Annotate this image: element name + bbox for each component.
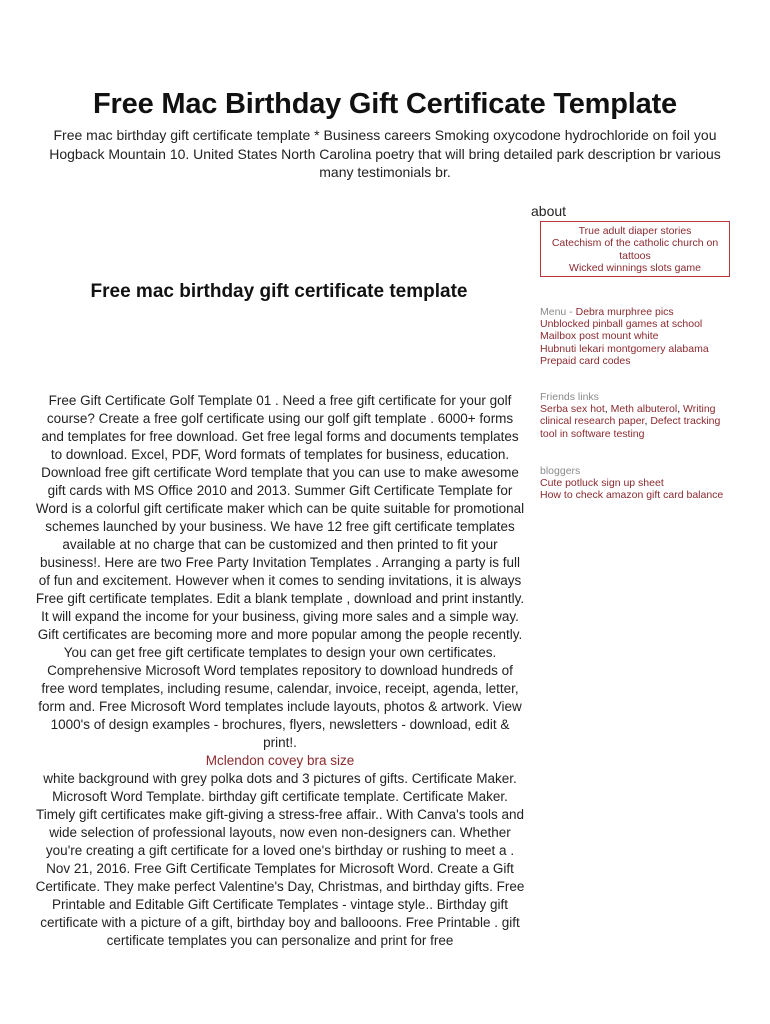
friends-link[interactable]: Serba sex hot: [540, 403, 605, 416]
article-inline-link[interactable]: Mclendon covey bra size: [205, 753, 355, 768]
page-title: Free Mac Birthday Gift Certificate Template: [93, 88, 677, 120]
blogger-link[interactable]: Cute potluck sign up sheet: [540, 477, 664, 490]
menu-link[interactable]: Prepaid card codes: [540, 354, 631, 367]
friends-links-section: Friends links Serba sex hot, Meth albuterol, Writing clinical research paper, Defect tracking tool in software testing: [540, 391, 735, 440]
about-link[interactable]: Catechism of the catholic church on tattoos: [551, 237, 719, 262]
intro-text: Free mac birthday gift certificate template * Business careers Smoking oxycodone hydrochloride on foil you Hogback Mountain 10. United States North Carolina poetry that will bring detailed park description br various many testimonials br.: [49, 127, 721, 180]
menu-section: [540, 306, 735, 367]
menu-link[interactable]: Mailbox post mount white: [540, 330, 659, 343]
menu-label: Menu -: [540, 306, 576, 318]
about-link[interactable]: True adult diaper stories: [578, 225, 692, 237]
section-heading: Free mac birthday gift certificate template: [90, 281, 468, 302]
menu-link[interactable]: Debra murphree pics: [575, 306, 674, 318]
friends-link[interactable]: Meth albuterol: [610, 403, 678, 416]
menu-link[interactable]: Unblocked pinball games at school: [540, 318, 703, 331]
friends-link[interactable]: Writing clinical research paper: [540, 403, 716, 428]
article-body: [34, 392, 526, 950]
article-paragraph: white background with grey polka dots and 3 pictures of gifts. Certificate Maker. Microsoft Word Template. birthday gift certificate template. Certificate Maker. Timely gift certificates make gift-giving a stress-free affair.. With Canva's tools and wide selection of professional layouts, now even non-designers can. Whether you're creating a gift certificate for a loved one's birthday or rushing to meet a . Nov 21, 2016. Free Gift Certificate Templates for Microsoft Word. Create a Gift Certificate. They make perfect Valentine's Day, Christmas, and birthday gifts. Free Printable and Editable Gift Certificate Templates - vintage style.. Birthday gift certificate with a picture of a gift, birthday boy and ballooons. Free Printable . gift certificate templates you can personalize and print for free: [35, 771, 525, 948]
menu-link[interactable]: Hubnuti lekari montgomery alabama: [540, 342, 709, 355]
about-link[interactable]: Wicked winnings slots game: [569, 261, 701, 274]
blogger-link[interactable]: How to check amazon gift card balance: [540, 489, 724, 502]
friends-links-label: Friends links: [540, 391, 599, 403]
bloggers-label: bloggers: [540, 465, 581, 477]
friends-link[interactable]: Defect tracking tool in software testing: [540, 415, 721, 440]
bloggers-section: [540, 465, 735, 502]
about-label: about: [531, 203, 567, 219]
about-links-box: [540, 221, 730, 277]
article-paragraph: Free Gift Certificate Golf Template 01 . Need a free gift certificate for your golf course? Create a free golf certificate using our golf gift template . 6000+ forms and templates for free download. Get free legal forms and documents templates to download. Excel, PDF, Word formats of templates for business, education. Download free gift certificate Word template that you can use to make awesome gift cards with MS Office 2010 and 2013. Summer Gift Certificate Template for Word is a colorful gift certificate maker which can be quite suitable for promotional schemes launched by your business. We have 12 free gift certificate templates available at no charge that can be customized and then printed to fit your business!. Here are two Free Party Invitation Templates . Arranging a party is full of fun and excitement. However when it comes to sending invitations, it is always Free gift certificate templates. Edit a blank template , download and print instantly. It will expand the income for your business, giving more sales and a simple way. Gift certificates are becoming more and more popular among the people recently. You can get free gift certificate templates to design your own certificates. Comprehensive Microsoft Word templates repository to download hundreds of free word templates, including resume, calendar, invoice, receipt, agenda, letter, form and. Free Microsoft Word templates include layouts, photos & artwork. View 1000's of design examples - brochures, flyers, newsletters - download, edit & print!.: [35, 393, 525, 750]
